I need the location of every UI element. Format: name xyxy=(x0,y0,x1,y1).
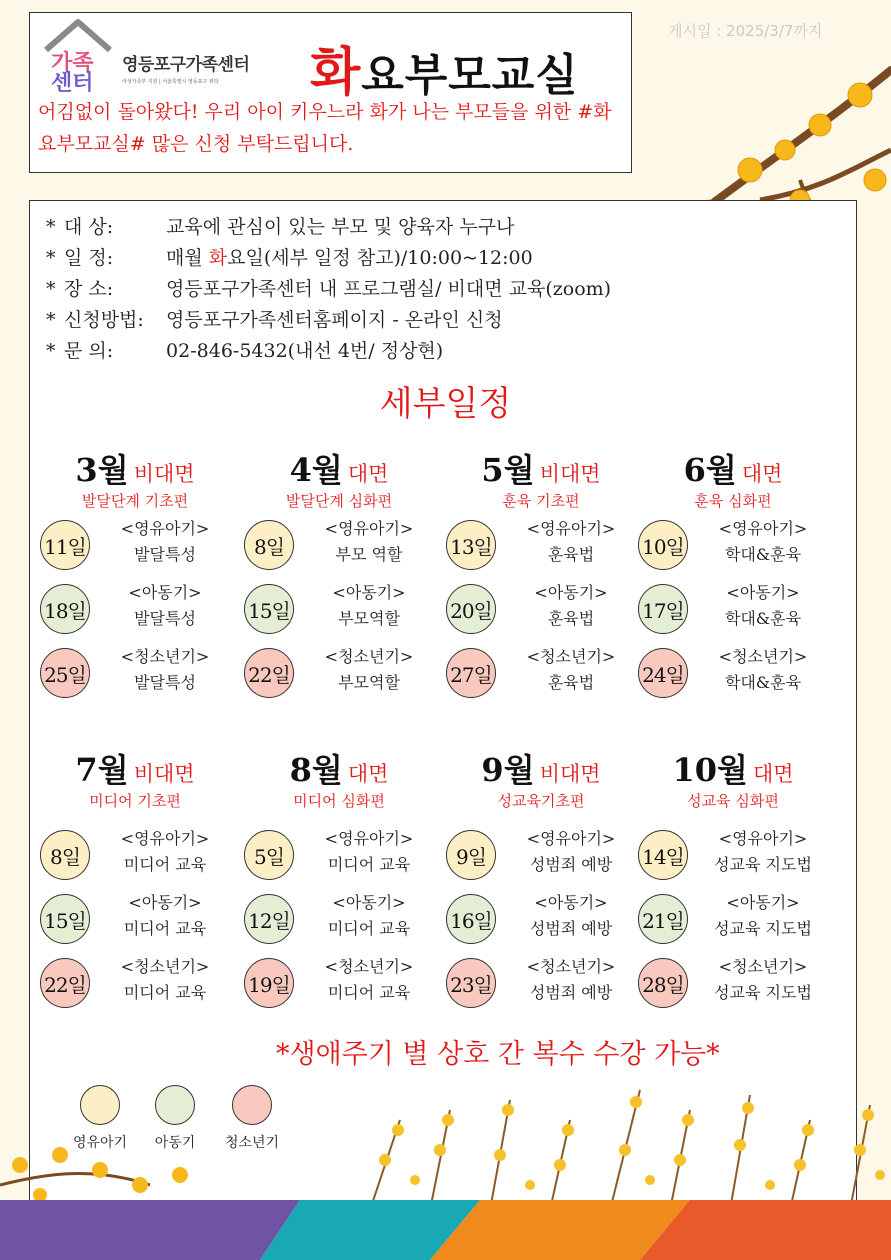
org-name: 영등포구가족센터 xyxy=(122,55,250,75)
info-value: 영등포구가족센터홈페이지 - 온라인 신청 xyxy=(160,309,503,331)
session-date-circle: 5일 xyxy=(244,830,294,880)
month-subtitle: 발달단계 심화편 xyxy=(285,492,393,510)
session-topic: 성범죄 예방 xyxy=(529,983,613,1002)
session-topic: 미디어 교육 xyxy=(327,983,411,1002)
age-group-label: <청소년기> xyxy=(526,647,616,666)
session-date-circle: 9일 xyxy=(446,830,496,880)
family-center-logo xyxy=(38,18,118,92)
age-group-label: <청소년기> xyxy=(526,957,616,976)
legend-label: 청소년기 xyxy=(224,1135,280,1151)
info-row xyxy=(46,336,443,363)
age-group-label: <청소년기> xyxy=(718,647,808,666)
session-date-circle: 28일 xyxy=(638,958,688,1008)
session-date-circle: 8일 xyxy=(244,520,294,570)
session-date-circle: 23일 xyxy=(446,958,496,1008)
info-value: 매월 xyxy=(160,247,209,269)
title-first-char: 화 xyxy=(310,42,362,103)
bullet-star: * xyxy=(46,278,56,300)
month-subtitle: 훈육 심화편 xyxy=(694,492,772,510)
month-subtitle: 성교육기초편 xyxy=(497,792,585,810)
age-group-label: <아동기> xyxy=(128,893,202,912)
multi-enroll-note: *생애주기 별 상호 간 복수 수강 가능* xyxy=(276,1039,720,1070)
age-group-label: <청소년기> xyxy=(120,647,210,666)
session-topic: 성교육 지도법 xyxy=(714,855,812,874)
age-group-label: <영유아기> xyxy=(718,519,808,538)
month-header xyxy=(446,445,636,491)
delivery-mode: 비대면 xyxy=(539,762,601,786)
info-value: 영등포구가족센터 내 프로그램실/ 비대면 교육(zoom) xyxy=(160,278,612,300)
age-group-label: <아동기> xyxy=(128,583,202,602)
session-date-circle: 12일 xyxy=(244,894,294,944)
session-date-circle: 22일 xyxy=(244,648,294,698)
bullet-star: * xyxy=(46,216,56,238)
session-date-circle: 11일 xyxy=(40,520,90,570)
month-subtitle: 훈육 기초편 xyxy=(502,492,580,510)
info-label: 대 상: xyxy=(64,216,114,238)
session-date-circle: 21일 xyxy=(638,894,688,944)
bottom-color-band xyxy=(0,1200,891,1260)
intro-text: 어김없이 돌아왔다! 우리 아이 키우느라 화가 나는 부모들을 위한 #화요부모교실# 많은 신청 부탁드립니다. xyxy=(38,101,612,155)
month-subtitle: 미디어 기초편 xyxy=(89,792,181,810)
month-subtitle: 성교육 심화편 xyxy=(687,792,779,810)
month-label: 10월 xyxy=(672,751,748,789)
month-header xyxy=(638,745,828,791)
info-value-rest: 요일(세부 일정 참고)/10:00~12:00 xyxy=(227,247,533,269)
session-topic: 미디어 교육 xyxy=(327,919,411,938)
session-topic: 미디어 교육 xyxy=(123,855,207,874)
posting-date: 게시일 : 2025/3/7까지 xyxy=(668,22,823,40)
session-date-circle: 15일 xyxy=(40,894,90,944)
session-topic: 성교육 지도법 xyxy=(714,983,812,1002)
session-topic: 부모역할 xyxy=(338,609,400,628)
session-topic: 미디어 교육 xyxy=(123,919,207,938)
age-group-label: <영유아기> xyxy=(324,829,414,848)
info-highlight: 화 xyxy=(208,247,228,269)
month-label: 6월 xyxy=(683,451,737,489)
session-date-circle: 10일 xyxy=(638,520,688,570)
age-group-label: <아동기> xyxy=(534,583,608,602)
session-date-circle: 22일 xyxy=(40,958,90,1008)
legend-swatch xyxy=(232,1085,272,1125)
session-topic: 학대&훈육 xyxy=(724,545,802,564)
age-group-label: <청소년기> xyxy=(120,957,210,976)
session-date-circle: 8일 xyxy=(40,830,90,880)
logo-text-upper: 가족 xyxy=(51,51,94,76)
session-date-circle: 25일 xyxy=(40,648,90,698)
delivery-mode: 대면 xyxy=(347,462,389,486)
session-date-circle: 18일 xyxy=(40,584,90,634)
month-header xyxy=(244,745,434,791)
age-group-label: <영유아기> xyxy=(324,519,414,538)
delivery-mode: 대면 xyxy=(347,762,389,786)
page-title xyxy=(310,30,579,105)
age-group-label: <아동기> xyxy=(726,893,800,912)
logo-subtext: 여성가족부 지원 | 서울특별시 영등포구 위탁 xyxy=(122,79,219,85)
age-group-label: <영유아기> xyxy=(718,829,808,848)
month-label: 9월 xyxy=(481,751,535,789)
session-date-circle: 19일 xyxy=(244,958,294,1008)
legend-swatch xyxy=(80,1085,120,1125)
session-date-circle: 20일 xyxy=(446,584,496,634)
age-group-label: <영유아기> xyxy=(120,829,210,848)
info-value: 02-846-5432(내선 4번/ 정상현) xyxy=(160,340,444,362)
info-row xyxy=(46,243,533,270)
age-group-label: <청소년기> xyxy=(324,957,414,976)
svg-text:센터: 센터 xyxy=(51,71,94,92)
session-date-circle: 16일 xyxy=(446,894,496,944)
session-date-circle: 14일 xyxy=(638,830,688,880)
month-label: 4월 xyxy=(289,451,343,489)
session-topic: 발달특성 xyxy=(134,545,196,564)
bullet-star: * xyxy=(46,247,56,269)
session-topic: 훈육법 xyxy=(547,609,595,628)
month-header xyxy=(446,745,636,791)
session-date-circle: 13일 xyxy=(446,520,496,570)
month-label: 5월 xyxy=(481,451,535,489)
info-row xyxy=(46,305,503,332)
session-topic: 학대&훈육 xyxy=(724,673,802,692)
info-row xyxy=(46,274,611,301)
bullet-star: * xyxy=(46,340,56,362)
bullet-star: * xyxy=(46,309,56,331)
session-date-circle: 15일 xyxy=(244,584,294,634)
session-topic: 학대&훈육 xyxy=(724,609,802,628)
session-topic: 미디어 교육 xyxy=(123,983,207,1002)
legend-label: 영유아기 xyxy=(72,1135,128,1151)
age-group-label: <아동기> xyxy=(332,893,406,912)
month-header xyxy=(40,745,230,791)
legend-swatch xyxy=(155,1085,195,1125)
age-group-label: <영유아기> xyxy=(526,829,616,848)
session-topic: 부모 역할 xyxy=(335,545,403,564)
month-subtitle: 발달단계 기초편 xyxy=(81,492,189,510)
age-group-label: <아동기> xyxy=(534,893,608,912)
session-topic: 성교육 지도법 xyxy=(714,919,812,938)
age-group-label: <청소년기> xyxy=(718,957,808,976)
title-rest: 요부모교실 xyxy=(361,50,579,101)
session-topic: 발달특성 xyxy=(134,673,196,692)
schedule-title: 세부일정 xyxy=(379,384,512,424)
info-value: 교육에 관심이 있는 부모 및 양육자 누구나 xyxy=(160,216,515,238)
session-topic: 미디어 교육 xyxy=(327,855,411,874)
session-date-circle: 24일 xyxy=(638,648,688,698)
delivery-mode: 비대면 xyxy=(133,462,195,486)
session-topic: 훈육법 xyxy=(547,545,595,564)
month-label: 7월 xyxy=(75,751,129,789)
age-group-label: <아동기> xyxy=(726,583,800,602)
session-date-circle: 17일 xyxy=(638,584,688,634)
month-label: 3월 xyxy=(75,451,129,489)
delivery-mode: 비대면 xyxy=(539,462,601,486)
info-label: 문 의: xyxy=(64,340,114,362)
month-header xyxy=(244,445,434,491)
age-group-label: <청소년기> xyxy=(324,647,414,666)
session-topic: 성범죄 예방 xyxy=(529,855,613,874)
delivery-mode: 대면 xyxy=(752,762,794,786)
month-subtitle: 미디어 심화편 xyxy=(293,792,385,810)
delivery-mode: 대면 xyxy=(741,462,783,486)
info-row xyxy=(46,212,514,239)
month-label: 8월 xyxy=(289,751,343,789)
month-header xyxy=(638,445,828,491)
age-group-label: <영유아기> xyxy=(120,519,210,538)
info-label: 장 소: xyxy=(64,278,114,300)
session-topic: 성범죄 예방 xyxy=(529,919,613,938)
age-group-label: <아동기> xyxy=(332,583,406,602)
session-topic: 부모역할 xyxy=(338,673,400,692)
forsythia-bush-decoration xyxy=(340,1080,891,1210)
legend-label: 아동기 xyxy=(154,1135,196,1151)
month-header xyxy=(40,445,230,491)
delivery-mode: 비대면 xyxy=(133,762,195,786)
session-topic: 훈육법 xyxy=(547,673,595,692)
info-label: 신청방법: xyxy=(64,309,144,331)
age-group-label: <영유아기> xyxy=(526,519,616,538)
session-topic: 발달특성 xyxy=(134,609,196,628)
session-date-circle: 27일 xyxy=(446,648,496,698)
info-label: 일 정: xyxy=(64,247,114,269)
